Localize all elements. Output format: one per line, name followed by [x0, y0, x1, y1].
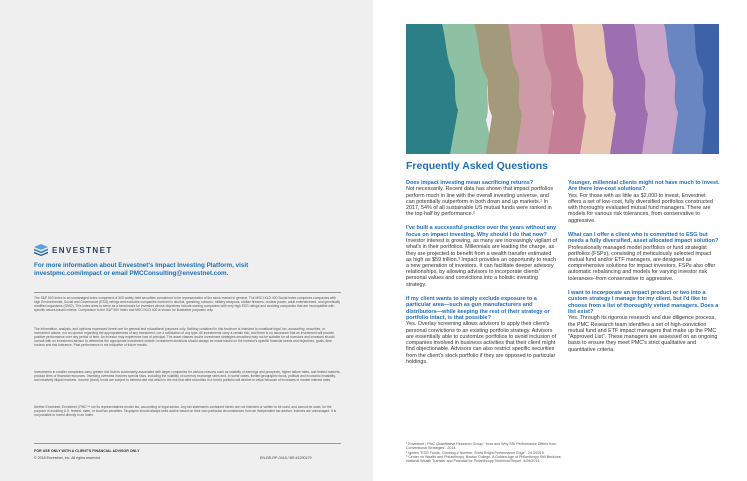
faq-item	[406, 296, 558, 365]
faq-item	[568, 180, 720, 224]
footnote: ³ Center on Wealth and Philanthropy, Boston College. A Golden Age of Philanthropy Still Beckons: National Wealth Transfer and Potential for Philanthropy Technical Report. 5/28/2014.	[406, 454, 562, 464]
footnote: ¹ Envestnet | PMC Quantitative Research Group. "How and Why SRI Performance Differs from Conventional Strategies". 2014.	[406, 442, 557, 451]
faq-question: If my client wants to simply exclude exposure to a particular area—such as gun manufacturers and distributors—while keeping the rest of their strategy or portfolio intact, is that possible?	[406, 295, 550, 322]
faq-answer: Not necessarily. Recent data has shown that impact portfolios perform much in line with the overall investing universe, and can potentially outperform in both down and up markets.¹ In 2017, 54% of all sustainable US mutual funds were ranked in the top half by performance.²	[406, 186, 554, 218]
faq-answer: Yes. For those with as little as $2,000 to invest, Envestnet offers a set of low-cost, fully diversified portfolios constructed with thoroughly evaluated mutual fund managers. There are models for various risk tolerances, from conservative to aggressive.	[568, 192, 713, 224]
silhouette-faces-illustration	[406, 24, 719, 154]
faq-item	[568, 290, 720, 353]
faq-question: I've built a successful practice over the years without any focus on impact investing. Why should I do that now?	[406, 225, 557, 238]
faq-item	[568, 232, 720, 282]
faq-item	[406, 180, 558, 217]
faq-question: I want to incorporate an impact product or two into a custom strategy I manage for my client, but I'd like to choose from a list of thoroughly vetted managers. Does a list exist?	[568, 289, 719, 316]
faq-question: What can I offer a client who is committed to ESG but needs a fully diversified, asset allocated impact solution?	[568, 231, 719, 245]
divider	[34, 292, 341, 293]
right-page	[373, 0, 747, 481]
faq-answer: Yes. Through its rigorous research and due diligence process, the PMC Research team identifies a set of high-conviction mutual fund and ETF impact managers that make up the PMC "Approved List". These managers are assessed on an ongoing basis to ensure they meet PMC's strict qualitative and quantitative criteria.	[568, 315, 718, 353]
faq-answer: Yes. Overlay screening allows advisors to apply their client's personal convictions to an existing portfolio strategy. Advisors are essentially able to customize portfolios to avoid inclusion of companies involved in business activities that their client might find objectionable. Advisors can also restrict specific securities from the client's stock portfolio if they are opposed to particular holdings.	[406, 321, 557, 365]
envestnet-logo	[34, 244, 113, 256]
disclaimer-index: The S&P 500 Index is an unmanaged index comprised of 500 widely held securities considered to be representative of the stock market in general. The MSCI KLD 400 Social Index comprises companies with high Environmental, Social and Governance (ESG) ratings and excludes companies involved in alcohol, gambling, tobacco, military weapons, civilian firearms, nuclear power, adult entertainment, and genetically modified organisms (GMO). This index aims to serve as a benchmark for investors whose objectives include owning companies with very high ESG ratings and avoiding companies that are incompatible with specific values-based criteria. Comparison to the S&P 500 Index and MSCI KLD 400 is shown for illustrative purposes only.	[34, 296, 341, 313]
footer-code: EN-BR-RP-0418 / BR #1290179	[260, 456, 312, 460]
divider	[34, 443, 341, 444]
contact-info: For more information about Envestnet's Impact Investing Platform, visit investpmc.com/impact or email PMCConsulting@envestnet.com.	[34, 262, 249, 277]
faq-answer: Professionally managed model portfolios or fund strategist portfolios (FSPs), consisting of meticulously selected impact mutual fund and/or ETF managers, are designed as comprehensive solutions for impact investors. FSPs also offer automatic rebalancing and models for varying investor risk tolerances–from conservative to aggressive.	[568, 244, 716, 282]
footer-use-notice: FOR USE ONLY WITH A CLIENT'S FINANCIAL ADVISOR ONLY	[34, 449, 140, 453]
page-title: Frequently Asked Questions	[406, 160, 548, 172]
left-page	[0, 0, 373, 481]
faq-column-right	[568, 180, 720, 361]
disclaimer-risk: Investments in smaller companies carry greater risk than is customarily associated with larger companies for various reasons such as volatility of earnings and prospects, higher failure rates, and limited markets, product lines or financial resources. Investing overseas involves special risks, including the volatility of currency exchange rates and, in some cases, limited geographic focus, political and economic instability, and relatively illiquid markets. Income (bond) funds are subject to interest rate risk which is the risk that debt securities in a fund's portfolio will decline in value because of increases in market interest rates.	[34, 370, 341, 383]
faq-question: Does impact investing mean sacrificing returns?	[406, 180, 534, 186]
footnote: ² Ignites "ESG Funds, Climbing # Number, Show Bright Performance Edge". 2/13/2018.	[406, 450, 545, 455]
disclaimer-tax: Neither Envestnet, Envestnet | PMC™ nor its representatives render tax, accounting or legal advice. Any tax statements contained herein are not intended or written to be used, and cannot be used, for the purpose of avoiding U.S. federal, state, or local tax penalties. Taxpayers should always seek advice based on their own particular circumstances from an independent tax advisor. Indexes are unmanaged. It is not possible to invest directly in an index.	[34, 405, 337, 418]
footnotes	[406, 442, 562, 463]
faq-question: Younger, millennial clients might not have much to invest. Are there low-cost solutions?	[568, 180, 720, 193]
disclaimer-general: The information, analysis, and opinions expressed herein are for general and educational purposes only. Nothing contained in this brochure is intended to constitute legal, tax, accounting, securities, or investment advice, nor an opinion regarding the appropriateness of any investment, nor a solicitation of any type. All investments carry a certain risk, and there is no assurance that an investment will provide positive performance over any period of time. An investor may experience loss of principal. The asset classes and/or investment strategies described may not be suitable for all investors and investors should consult with an investment advisor to determine the appropriate investment vehicle. Investment decisions should always be made based on the investor's specific financial needs and objectives, goals, time horizon and risk tolerance. Past performance is not indicative of future results.	[34, 327, 335, 348]
logo-wordmark: ENVESTNET	[52, 245, 113, 255]
faq-answer: Investor interest is growing, as many are increasingly vigilant of what's in their portfolios. Millennials are leading the charge, as they are projected to benefit from a wealth transfer estimated as high as $59 trillion.³ Impact provides an opportunity to reach a new generation of investors. It can facilitate deeper advisory relationships, by allowing advisors to incorporate clients' personal values and convictions into a holistic investing strategy.	[406, 238, 558, 288]
footer-copyright: © 2018 Envestnet, Inc. All rights reserved.	[34, 456, 101, 460]
faq-column-left	[406, 180, 558, 373]
faq-item	[406, 225, 558, 287]
envestnet-logo-icon	[34, 244, 48, 256]
